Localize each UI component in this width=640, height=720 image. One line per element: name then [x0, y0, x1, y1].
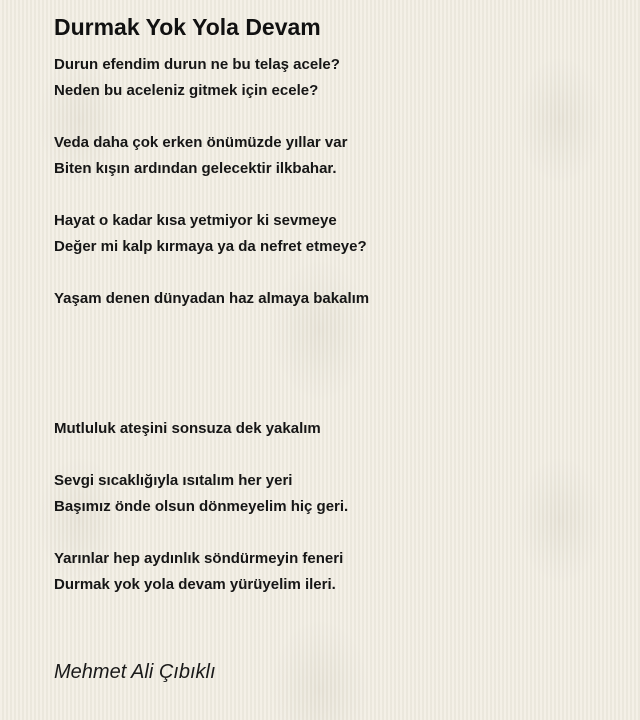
- poem-line: Mutluluk ateşini sonsuza dek yakalım: [54, 420, 321, 437]
- poem-line: Değer mi kalp kırmaya ya da nefret etmeye?: [54, 238, 367, 255]
- poem-line: Hayat o kadar kısa yetmiyor ki sevmeye: [54, 212, 337, 229]
- poem-body: [54, 52, 614, 598]
- poem-line: Yarınlar hep aydınlık söndürmeyin feneri: [54, 550, 344, 567]
- stanza-break: [54, 260, 614, 286]
- poem-line: Başımız önde olsun dönmeyelim hiç geri.: [54, 498, 349, 515]
- poem-title: Durmak Yok Yola Devam: [54, 14, 321, 40]
- poem-line: Durun efendim durun ne bu telaş acele?: [54, 56, 340, 73]
- poem-line: Biten kışın ardından gelecektir ilkbahar.: [54, 160, 337, 177]
- poem-line: Durmak yok yola devam yürüyelim ileri.: [54, 576, 336, 593]
- stanza-break: [54, 520, 614, 546]
- poem-author: Mehmet Ali Çıbıklı: [54, 661, 216, 683]
- poem-line: Yaşam denen dünyadan haz almaya bakalım: [54, 290, 370, 307]
- poem-line: Sevgi sıcaklığıyla ısıtalım her yeri: [54, 472, 293, 489]
- stanza-break: [54, 182, 614, 208]
- stanza-break: [54, 104, 614, 130]
- stanza-break: [54, 442, 614, 468]
- stanza-break: [54, 312, 614, 416]
- poem-line: Veda daha çok erken önümüzde yıllar var: [54, 134, 348, 151]
- poem-line: Neden bu aceleniz gitmek için ecele?: [54, 82, 319, 99]
